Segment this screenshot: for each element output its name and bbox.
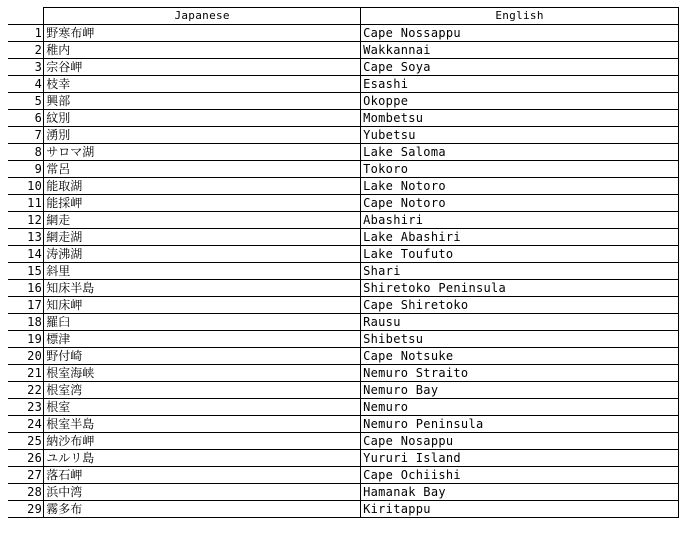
header-row xyxy=(9,8,679,25)
row-number-cell: 15 xyxy=(9,263,44,280)
japanese-name-cell: 落石岬 xyxy=(44,467,361,484)
row-number-cell: 8 xyxy=(9,144,44,161)
english-name-cell: Cape Ochiishi xyxy=(361,467,679,484)
row-number-cell: 3 xyxy=(9,59,44,76)
english-name-cell: Hamanak Bay xyxy=(361,484,679,501)
table-row xyxy=(9,348,679,365)
place-names-table xyxy=(8,7,679,518)
header-english: English xyxy=(361,8,679,25)
table-body xyxy=(9,25,679,518)
english-name-cell: Cape Soya xyxy=(361,59,679,76)
table-row xyxy=(9,467,679,484)
english-name-cell: Nemuro Bay xyxy=(361,382,679,399)
english-name-cell: Tokoro xyxy=(361,161,679,178)
row-number-cell: 4 xyxy=(9,76,44,93)
table-row xyxy=(9,484,679,501)
japanese-name-cell: 宗谷岬 xyxy=(44,59,361,76)
english-name-cell: Nemuro xyxy=(361,399,679,416)
english-name-cell: Nemuro Peninsula xyxy=(361,416,679,433)
english-name-cell: Lake Abashiri xyxy=(361,229,679,246)
row-number-cell: 2 xyxy=(9,42,44,59)
table-row xyxy=(9,178,679,195)
japanese-name-cell: 網走湖 xyxy=(44,229,361,246)
english-name-cell: Shibetsu xyxy=(361,331,679,348)
table-row xyxy=(9,161,679,178)
table-row xyxy=(9,127,679,144)
row-number-cell: 16 xyxy=(9,280,44,297)
japanese-name-cell: 根室湾 xyxy=(44,382,361,399)
japanese-name-cell: 斜里 xyxy=(44,263,361,280)
table-row xyxy=(9,314,679,331)
row-number-cell: 27 xyxy=(9,467,44,484)
table-row xyxy=(9,195,679,212)
english-name-cell: Mombetsu xyxy=(361,110,679,127)
row-number-cell: 24 xyxy=(9,416,44,433)
japanese-name-cell: 羅臼 xyxy=(44,314,361,331)
table-row xyxy=(9,501,679,518)
japanese-name-cell: 湧別 xyxy=(44,127,361,144)
english-name-cell: Shari xyxy=(361,263,679,280)
table-row xyxy=(9,280,679,297)
japanese-name-cell: 常呂 xyxy=(44,161,361,178)
japanese-name-cell: 野寒布岬 xyxy=(44,25,361,42)
japanese-name-cell: 知床半島 xyxy=(44,280,361,297)
row-number-cell: 6 xyxy=(9,110,44,127)
english-name-cell: Cape Notoro xyxy=(361,195,679,212)
japanese-name-cell: 浜中湾 xyxy=(44,484,361,501)
english-name-cell: Lake Saloma xyxy=(361,144,679,161)
table-row xyxy=(9,25,679,42)
table-row xyxy=(9,93,679,110)
table-row xyxy=(9,382,679,399)
row-number-cell: 12 xyxy=(9,212,44,229)
table-row xyxy=(9,144,679,161)
row-number-cell: 19 xyxy=(9,331,44,348)
row-number-cell: 29 xyxy=(9,501,44,518)
table-row xyxy=(9,331,679,348)
table-row xyxy=(9,399,679,416)
row-number-cell: 17 xyxy=(9,297,44,314)
row-number-cell: 5 xyxy=(9,93,44,110)
row-number-cell: 21 xyxy=(9,365,44,382)
table-row xyxy=(9,297,679,314)
japanese-name-cell: 標津 xyxy=(44,331,361,348)
table-row xyxy=(9,110,679,127)
row-number-cell: 13 xyxy=(9,229,44,246)
table-row xyxy=(9,416,679,433)
japanese-name-cell: 涛沸湖 xyxy=(44,246,361,263)
japanese-name-cell: 能採岬 xyxy=(44,195,361,212)
header-number xyxy=(9,8,44,25)
japanese-name-cell: サロマ湖 xyxy=(44,144,361,161)
english-name-cell: Cape Notsuke xyxy=(361,348,679,365)
english-name-cell: Lake Notoro xyxy=(361,178,679,195)
table-row xyxy=(9,450,679,467)
english-name-cell: Rausu xyxy=(361,314,679,331)
english-name-cell: Okoppe xyxy=(361,93,679,110)
row-number-cell: 22 xyxy=(9,382,44,399)
english-name-cell: Lake Toufuto xyxy=(361,246,679,263)
english-name-cell: Yururi Island xyxy=(361,450,679,467)
japanese-name-cell: 稚内 xyxy=(44,42,361,59)
row-number-cell: 14 xyxy=(9,246,44,263)
english-name-cell: Esashi xyxy=(361,76,679,93)
japanese-name-cell: 根室 xyxy=(44,399,361,416)
row-number-cell: 20 xyxy=(9,348,44,365)
japanese-name-cell: ユルリ島 xyxy=(44,450,361,467)
english-name-cell: Yubetsu xyxy=(361,127,679,144)
row-number-cell: 10 xyxy=(9,178,44,195)
row-number-cell: 9 xyxy=(9,161,44,178)
japanese-name-cell: 知床岬 xyxy=(44,297,361,314)
row-number-cell: 23 xyxy=(9,399,44,416)
table-row xyxy=(9,246,679,263)
row-number-cell: 7 xyxy=(9,127,44,144)
table-row xyxy=(9,76,679,93)
japanese-name-cell: 根室半島 xyxy=(44,416,361,433)
english-name-cell: Cape Nossappu xyxy=(361,25,679,42)
japanese-name-cell: 根室海峡 xyxy=(44,365,361,382)
table-row xyxy=(9,59,679,76)
table-row xyxy=(9,42,679,59)
row-number-cell: 25 xyxy=(9,433,44,450)
table-row xyxy=(9,212,679,229)
row-number-cell: 28 xyxy=(9,484,44,501)
english-name-cell: Cape Nosappu xyxy=(361,433,679,450)
table-row xyxy=(9,365,679,382)
header-japanese: Japanese xyxy=(44,8,361,25)
table-row xyxy=(9,263,679,280)
japanese-name-cell: 網走 xyxy=(44,212,361,229)
japanese-name-cell: 能取湖 xyxy=(44,178,361,195)
table-row xyxy=(9,229,679,246)
japanese-name-cell: 枝幸 xyxy=(44,76,361,93)
japanese-name-cell: 野付崎 xyxy=(44,348,361,365)
japanese-name-cell: 霧多布 xyxy=(44,501,361,518)
english-name-cell: Cape Shiretoko xyxy=(361,297,679,314)
table-row xyxy=(9,433,679,450)
row-number-cell: 26 xyxy=(9,450,44,467)
japanese-name-cell: 興部 xyxy=(44,93,361,110)
english-name-cell: Wakkannai xyxy=(361,42,679,59)
english-name-cell: Kiritappu xyxy=(361,501,679,518)
row-number-cell: 11 xyxy=(9,195,44,212)
row-number-cell: 18 xyxy=(9,314,44,331)
english-name-cell: Abashiri xyxy=(361,212,679,229)
japanese-name-cell: 納沙布岬 xyxy=(44,433,361,450)
japanese-name-cell: 紋別 xyxy=(44,110,361,127)
row-number-cell: 1 xyxy=(9,25,44,42)
english-name-cell: Nemuro Straito xyxy=(361,365,679,382)
english-name-cell: Shiretoko Peninsula xyxy=(361,280,679,297)
